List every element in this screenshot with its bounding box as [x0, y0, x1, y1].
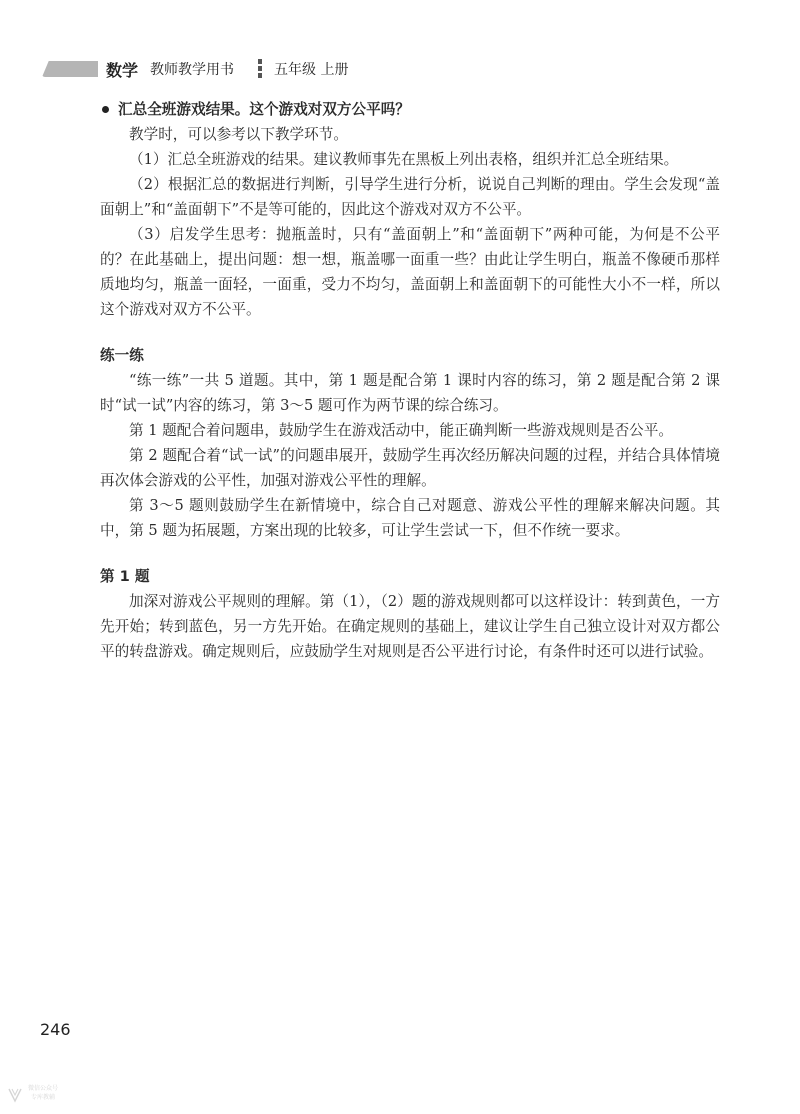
bullet-icon — [102, 106, 109, 113]
paragraph: 第 3～5 题则鼓励学生在新情境中，综合自己对题意、游戏公平性的理解来解决问题。其中，第 5 题为拓展题，方案出现的比较多，可让学生尝试一下，但不作统一要求。 — [100, 497, 720, 539]
bullet-heading-text: 汇总全班游戏结果。这个游戏对双方公平吗？ — [118, 101, 410, 118]
paragraph: 加深对游戏公平规则的理解。第（1），（2）题的游戏规则都可以这样设计：转到黄色，一方先开始；转到蓝色，另一方先开始。在确定规则的基础上，建议让学生自己独立设计对双方都公平的转盘游戏。确定规则后，应鼓励学生对规则是否公平进行讨论，有条件时还可以进行试验。 — [100, 593, 720, 660]
page-header — [0, 58, 800, 80]
watermark-logo-icon — [6, 1086, 24, 1104]
paragraph: （3）启发学生思考：抛瓶盖时，只有“盖面朝上”和“盖面朝下”两种可能，为何是不公平的？在此基础上，提出问题：想一想，瓶盖哪一面重一些？由此让学生明白，瓶盖不像硬币那样质地均匀，瓶盖一面轻，一面重，受力不均匀，盖面朝上和盖面朝下的可能性大小不一样，所以这个游戏对双方不公平。 — [100, 226, 720, 318]
watermark — [6, 1084, 96, 1108]
paragraph: 第 2 题配合着“试一试”的问题串展开，鼓励学生再次经历解决问题的过程，并结合具体情境再次体会游戏的公平性，加强对游戏公平性的理解。 — [100, 447, 720, 489]
paragraph: 教学时，可以参考以下教学环节。 — [129, 126, 348, 143]
section-title-practice: 练一练 — [100, 347, 144, 364]
paragraph: （1）汇总全班游戏的结果。建议教师事先在黑板上列出表格，组织并汇总全班结果。 — [129, 151, 679, 168]
header-grade: 五年级 上册 — [274, 62, 349, 78]
watermark-line-2: 专库教辅 — [31, 1094, 56, 1101]
header-tab-decoration — [42, 61, 98, 77]
header-book-title: 教师教学用书 — [150, 62, 234, 78]
paragraph: “练一练”一共 5 道题。其中，第 1 题是配合第 1 课时内容的练习，第 2 题是配合第 2 课时“试一试”内容的练习，第 3～5 题可作为两节课的综合练习。 — [100, 372, 720, 414]
header-separator — [258, 59, 264, 78]
bullet-heading — [100, 97, 720, 122]
header-subject: 数学 — [106, 61, 139, 80]
page-number: 246 — [40, 1020, 71, 1039]
page-content — [100, 97, 720, 664]
paragraph: 第 1 题配合着问题串，鼓励学生在游戏活动中，能正确判断一些游戏规则是否公平。 — [129, 422, 673, 439]
paragraph: （2）根据汇总的数据进行判断，引导学生进行分析，说说自己判断的理由。学生会发现“盖面朝上”和“盖面朝下”不是等可能的，因此这个游戏对双方不公平。 — [100, 176, 720, 218]
watermark-line-1: 微信公众号 — [28, 1085, 59, 1092]
section-title-question-1: 第 1 题 — [100, 568, 150, 585]
